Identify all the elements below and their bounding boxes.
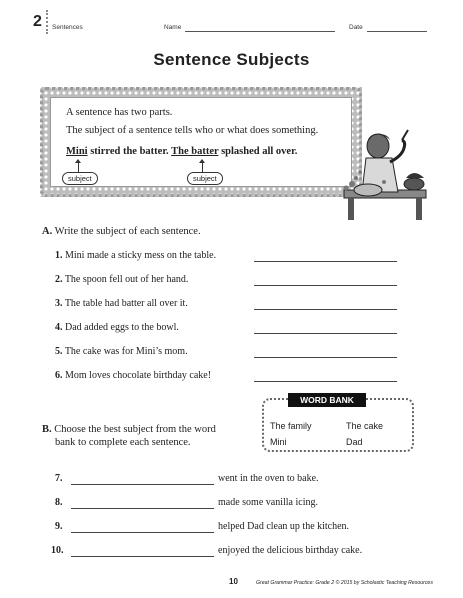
item-9-text: helped Dad clean up the kitchen. xyxy=(218,521,350,532)
example-subject-1: Mini xyxy=(66,146,88,157)
page-number: 2 xyxy=(33,13,42,30)
girl-baking-illustration xyxy=(338,126,430,222)
arrow-2-icon xyxy=(202,162,203,172)
section-b-text-1: Choose the best subject from the word xyxy=(54,424,216,435)
item-2-text: The spoon fell out of her hand. xyxy=(64,274,189,285)
item-6-number: 6. xyxy=(55,370,63,381)
item-6 xyxy=(55,370,211,381)
footer-credit: Great Grammar Practice: Grade 2 © 2015 by Scholastic Teaching Resources xyxy=(256,580,433,586)
example-sentence xyxy=(66,145,297,159)
item-7-number: 7. xyxy=(55,473,63,484)
example-subject-2: The batter xyxy=(171,146,219,157)
item-5 xyxy=(55,346,188,357)
answer-line-1[interactable] xyxy=(254,261,397,262)
name-field[interactable] xyxy=(185,31,335,32)
item-10-number: 10. xyxy=(51,545,64,556)
section-b-letter: B. xyxy=(42,424,52,435)
section-a-text: Write the subject of each sentence. xyxy=(54,226,201,237)
item-5-number: 5. xyxy=(55,346,63,357)
item-2 xyxy=(55,274,188,285)
item-8-text: made some vanilla icing. xyxy=(218,497,318,508)
word-bank-item-2: The cake xyxy=(346,421,384,431)
answer-line-4[interactable] xyxy=(254,333,397,334)
item-4-number: 4. xyxy=(55,322,63,333)
word-bank-item-4: Dad xyxy=(346,437,363,447)
item-5-text: The cake was for Mini’s mom. xyxy=(64,346,188,357)
subject-tag-2: subject xyxy=(187,172,223,185)
page-title: Sentence Subjects xyxy=(153,50,310,69)
item-1-number: 1. xyxy=(55,250,63,261)
section-a-letter: A. xyxy=(42,226,53,237)
answer-line-9[interactable] xyxy=(71,532,214,533)
word-bank-item-3: Mini xyxy=(270,437,287,447)
item-4-text: Dad added eggs to the bowl. xyxy=(65,322,179,333)
date-field[interactable] xyxy=(367,31,427,32)
section-b-instruction-1 xyxy=(42,424,216,435)
example-rest-2: splashed all over. xyxy=(218,146,298,157)
answer-line-2[interactable] xyxy=(254,285,397,286)
answer-line-8[interactable] xyxy=(71,508,214,509)
item-3 xyxy=(55,298,188,309)
item-6-text: Mom loves chocolate birthday cake! xyxy=(65,370,212,381)
item-1 xyxy=(55,250,216,261)
item-2-number: 2. xyxy=(55,274,63,285)
subject-tag-1: subject xyxy=(62,172,98,185)
footer-page-number: 10 xyxy=(229,577,238,586)
answer-line-3[interactable] xyxy=(254,309,397,310)
intro-line-2: The subject of a sentence tells who or what does something. xyxy=(66,125,319,136)
item-3-text: The table had batter all over it. xyxy=(64,298,188,309)
arrow-1-icon xyxy=(78,162,79,172)
intro-line-1: A sentence has two parts. xyxy=(66,107,173,118)
header-divider xyxy=(46,10,48,34)
item-7-text: went in the oven to bake. xyxy=(218,473,319,484)
section-b-instruction-2: bank to complete each sentence. xyxy=(55,437,191,448)
section-a-instruction xyxy=(42,226,201,237)
item-1-text: Mini made a sticky mess on the table. xyxy=(65,250,217,261)
answer-line-10[interactable] xyxy=(71,556,214,557)
word-bank-item-1: The family xyxy=(270,421,312,431)
item-10-text: enjoyed the delicious birthday cake. xyxy=(218,545,363,556)
date-label: Date xyxy=(349,24,363,31)
word-bank-title: WORD BANK xyxy=(288,393,366,407)
example-rest-1: stirred the batter. xyxy=(87,146,172,157)
item-4 xyxy=(55,322,179,333)
answer-line-6[interactable] xyxy=(254,381,397,382)
answer-line-7[interactable] xyxy=(71,484,214,485)
name-label: Name xyxy=(164,24,182,31)
item-9-number: 9. xyxy=(55,521,63,532)
answer-line-5[interactable] xyxy=(254,357,397,358)
item-3-number: 3. xyxy=(55,298,63,309)
section-label: Sentences xyxy=(52,24,83,31)
item-8-number: 8. xyxy=(55,497,63,508)
